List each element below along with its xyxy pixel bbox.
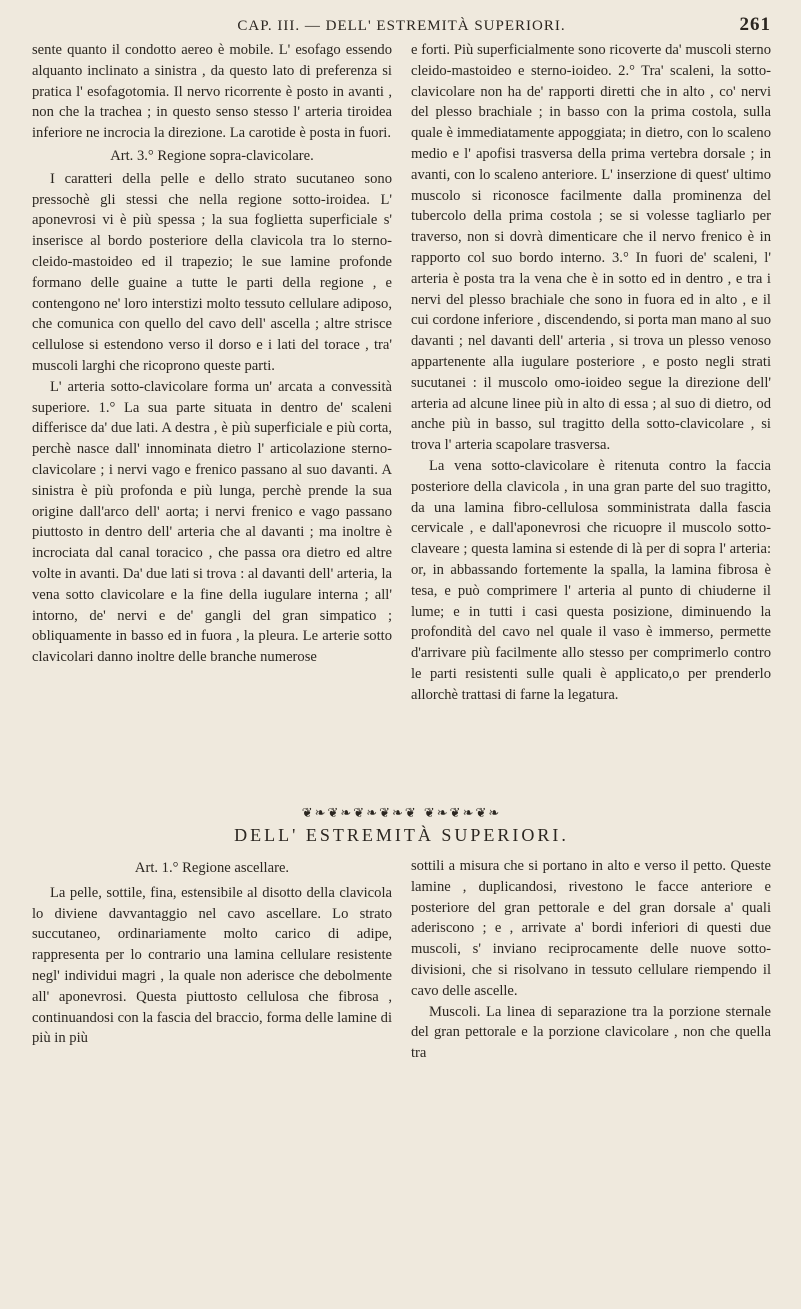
left-column-bottom bbox=[32, 856, 392, 1256]
page-number: 261 bbox=[739, 14, 771, 35]
article-heading: Art. 1.° Regione ascellare. bbox=[134, 860, 290, 876]
paragraph: e forti. Più superficialmente sono ricoverte da' muscoli sterno cleido-mastoideo e sterno-ioideo. 2.° Tra' scaleni, la sotto-clavicolare non ha de' rapporti diretti che in alto , co' nervi del plesso brachiale ; in basso con la prima costola, sulla quale è immediatamente appoggiata; in dietro, con lo scaleno medio e l' apofisi trasversa della prima vertebra dorsale ; in avanti, con lo scaleno anteriore. L' inserzione di quest' ultimo muscolo si riconosce facilmente dalla prominenza del tubercolo della prima costola ; se si volesse tagliarlo per traverso, non si dovrà dimenticare che il nervo frenico è in rapporto col suo bordo interno. 3.° In fuori de' scaleni, l' arteria è posta tra la vena che è in sotto ed in dentro , e tra i nervi del plesso brachiale che sono in fuora ed in alto , e il cui cordone inferiore , discendendo, si porta man mano al suo davanti ; nel davanti dell' arteria , si trova un plesso venoso appartenente alla iugulare posteriore , e posto negli strati sucutanei : il muscolo omo-ioideo segue la direzione dell' arteria ad alcune linee più in alto di essa ; al suo di dietro, od anche più in basso, sul tragitto della sotto-clavicolare , si trova l' arteria scapolare trasversa. bbox=[411, 42, 771, 454]
page-header bbox=[32, 14, 771, 40]
article-heading: Art. 3.° Regione sopra-clavicolare. bbox=[110, 147, 314, 164]
paragraph: sente quanto il condotto aereo è mobile. L' esofago essendo alquanto inclinato a sinistra , da questo lato di preferenza si pratica l' esofagotomia. Il nervo ricorrente è posto in avanti , non che la trachea ; in questo senso stesso l' arteria tiroidea inferiore ne incrocia la direzione. La carotide è posta in fuori. bbox=[32, 42, 392, 142]
top-columns bbox=[32, 40, 771, 800]
bottom-columns bbox=[32, 856, 771, 1256]
paragraph: L' arteria sotto-clavicolare forma un' arcata a convessità superiore. 1.° La sua parte situata in dentro de' scaleni differisce da' due lati. A destra , è più superficiale e più corta, perchè nasce dall' innominata dietro l' articolazione sterno-clavicolare ; i nervi vago e frenico passano al suo davanti. A sinistra è più profonda e più lunga, perchè prende la sua origine dall'arco dell' aorta; i nervi frenico e vago passano piuttosto in dentro dell' arteria che al davanti ; ma inoltre è incrociata dal canal toracico , che passa ora dietro ed altre volte in avanti. Da' due lati si trova : al davanti dell' arteria, la vena sotto clavicolare e la fine della iugulare interna ; all' intorno, de' nervi e de' gangli del gran simpatico ; obliquamente in basso ed in fuora , la pleura. Le arterie sotto clavicolari danno inoltre delle branche numerose bbox=[32, 378, 392, 666]
right-column bbox=[411, 40, 771, 800]
paragraph: sottili a misura che si portano in alto e verso il petto. Queste lamine , duplicandosi, rivestono le facce anteriore e posteriore del gran pettorale e del gran dorsale a' quali aderiscono ; e , arrivate a' bordi inferiori di questi due muscoli, s' inviano reciprocamente delle nuove sotto-divisioni, che si risolvano in tessuto cellulare riempendo il cavo delle ascelle. bbox=[411, 858, 771, 999]
ornament-band: ❦❧❦❧❦❧❦❧❦ ❦❧❦❧❦❧ bbox=[301, 806, 502, 821]
running-title: CAP. III. — DELL' ESTREMITÀ SUPERIORI. bbox=[237, 18, 566, 34]
paragraph: I caratteri della pelle e dello strato sucutaneo sono pressochè gli stessi che nella regione sotto-iroidea. L' aponevrosi vi è più spessa ; la sua foglietta superficiale s' inserisce al bordo posteriore della clavicola tra lo sterno-cleido-mastoideo ed il trapezio; le sue lamine profonde formano delle guaine a tutte le parti della regione , e contengono ne' loro interstizi molto tessuto cellulare adiposo, che comunica con quello del cavo dell' ascella ; altre strisce cellulose si estendono verso il dorso e i lati del torace , tra' muscoli larghi che ricoprono queste parti. bbox=[32, 170, 392, 374]
section-title: DELL' ESTREMITÀ SUPERIORI. bbox=[234, 825, 569, 845]
paragraph: Muscoli. La linea di separazione tra la porzione sternale del gran pettorale e la porzione clavicolare , non che quella tra bbox=[411, 1003, 771, 1062]
right-column-bottom bbox=[411, 856, 771, 1256]
paragraph: La pelle, sottile, fina, estensibile al disotto della clavicola lo diviene davvantaggio nel cavo ascellare. Lo strato succutaneo, ordinariamente molto carico di adipe, rappresenta per lo contrario una lamina cellulare resistente negl' individui magri , la quale non aderisce che debolmente all' aponevrosi. Questa piuttosto cellulosa che fibrosa , continuandosi con la fascia del braccio, forma delle lamine di più in più bbox=[32, 884, 392, 1047]
section-divider bbox=[32, 806, 771, 846]
left-column bbox=[32, 40, 392, 800]
paragraph: La vena sotto-clavicolare è ritenuta contro la faccia posteriore della clavicola , in una gran parte del suo tragitto, da una lamina fibro-cellulosa somministrata dalla fascia cervicale , e dall'aponevrosi che ricuopre il muscolo sotto-claveare ; questa lamina si estende di là per di sopra l' arteria: or, in abbassando fortemente la spalla, la lamina fibrosa è tesa, e può comprimere l' arteria al punto di chiuderne il lume; e in tutti i casi questa posizione, diminuendo la profondità del cavo nel quale il vaso è immerso, permette d'arrivare più facilmente allo stesso per comprimerlo contro le parti resistenti sulle quali è applicato,o per prenderlo allorchè trattasi di farne la legatura. bbox=[411, 457, 771, 703]
